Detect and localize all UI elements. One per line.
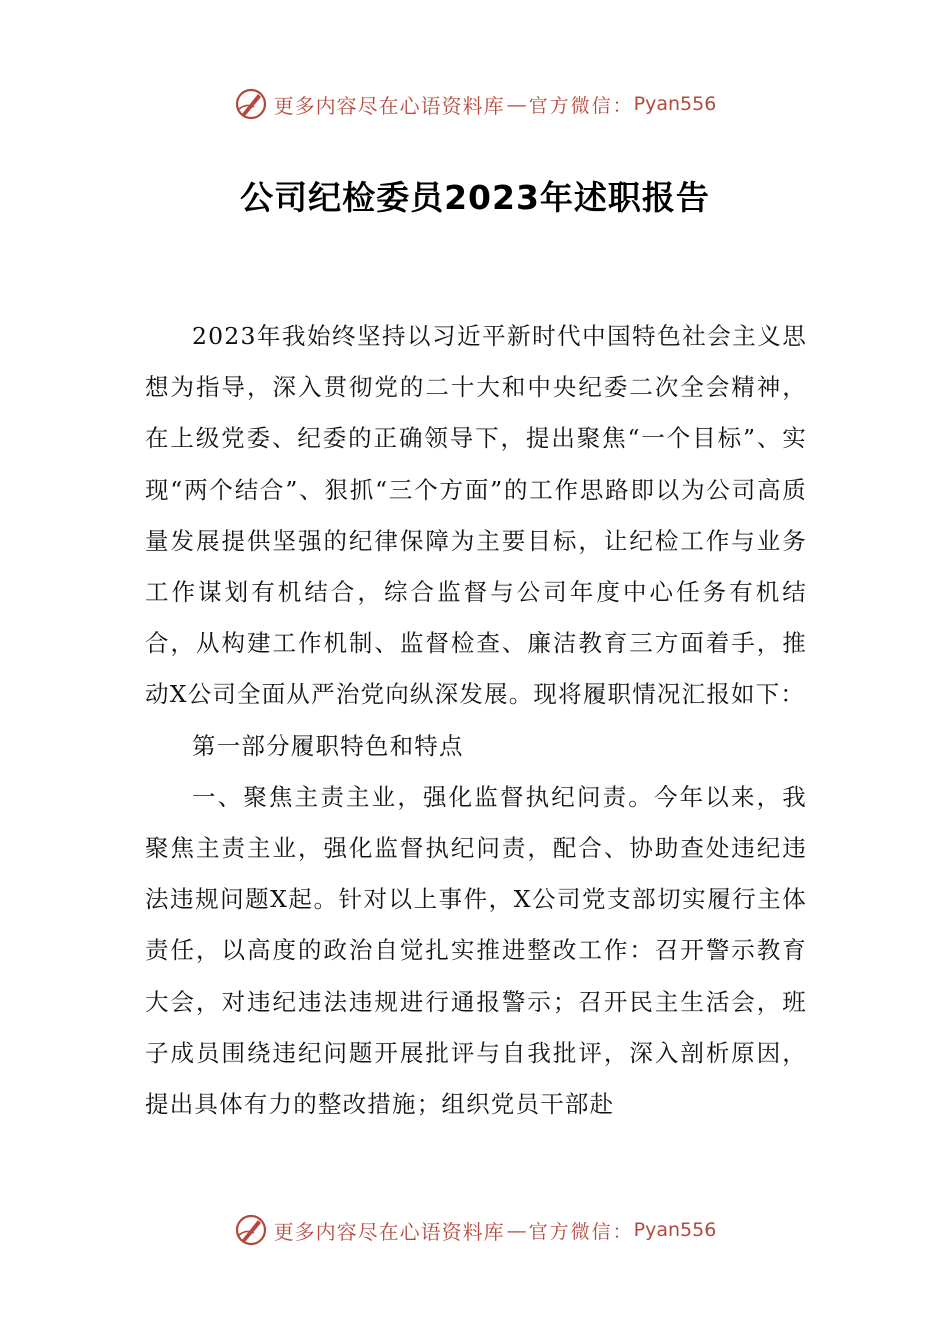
watermark-site-text: 更多内容尽在心语资料库 (273, 93, 505, 118)
watermark-site-text: 更多内容尽在心语资料库 (273, 1219, 505, 1244)
watermark-wechat-label: 官方微信： (528, 1220, 634, 1243)
document-title: 公司纪检委员2023年述职报告 (240, 178, 710, 217)
watermark-separator: — (506, 1218, 527, 1242)
watermark-wechat-label: 官方微信： (528, 94, 634, 117)
header-watermark (0, 82, 950, 126)
section-heading: 第一部分履职特色和特点 (192, 731, 464, 760)
body-paragraph: 一、聚焦主责主业，强化监督执纪问责。今年以来，我聚焦主责主业，强化监督执纪问责，配合、协助查处违纪违法违规问题X起。针对以上事件，X公司党支部切实履行主体责任，以高度的政治自觉扎实推进整改工作：召开警示教育大会，对违纪违法违规进行通报警示；召开民主生活会，班子成员围绕违纪问题开展批评与自我批评，深入剖析原因，提出具体有力的整改措施；组织党员干部赴 (145, 782, 807, 1119)
pen-logo-icon (234, 1213, 268, 1247)
watermark-separator: — (506, 92, 527, 116)
body-paragraph: 2023年我始终坚持以习近平新时代中国特色社会主义思想为指导，深入贯彻党的二十大和中央纪委二次全会精神，在上级党委、纪委的正确领导下，提出聚焦“一个目标”、实现“两个结合”、狠抓“三个方面”的工作思路即以为公司高质量发展提供坚强的纪律保障为主要目标，让纪检工作与业务工作谋划有机结合，综合监督与公司年度中心任务有机结合，从构建工作机制、监督检查、廉洁教育三方面着手，推动X公司全面从严治党向纵深发展。现将履职情况汇报如下： (145, 322, 807, 709)
document-body (145, 311, 807, 1130)
watermark-wechat-id: Pyan556 (633, 93, 717, 115)
watermark-wechat-id: Pyan556 (633, 1219, 717, 1241)
pen-logo-icon (234, 87, 268, 121)
footer-watermark (0, 1208, 950, 1252)
